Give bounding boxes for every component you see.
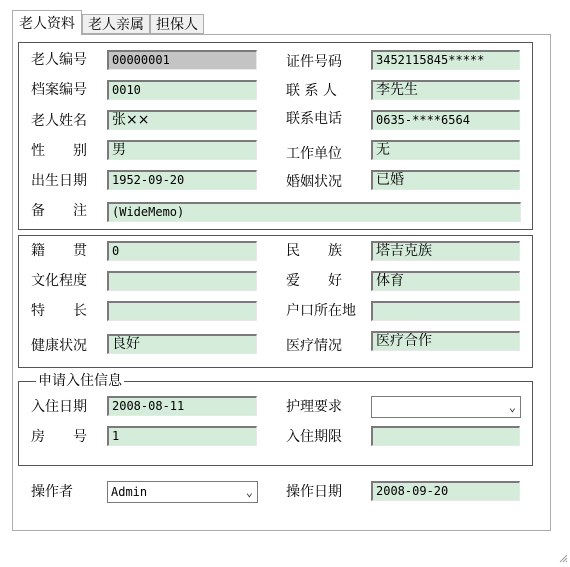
native-field[interactable]: 0 bbox=[107, 241, 257, 261]
phone-field[interactable]: 0635-****6564 bbox=[371, 110, 520, 130]
skill-field[interactable] bbox=[107, 301, 257, 321]
op-date-label: 操作日期 bbox=[286, 484, 342, 500]
remark-field[interactable]: (WideMemo) bbox=[107, 202, 521, 222]
term-label: 入住期限 bbox=[286, 429, 342, 445]
skill-label: 特 长 bbox=[31, 303, 87, 319]
tab-elder-relatives[interactable]: 老人亲属 bbox=[82, 14, 150, 34]
hukou-label: 户口所在地 bbox=[286, 303, 356, 319]
care-label: 护理要求 bbox=[286, 399, 342, 415]
ethnic-label: 民 族 bbox=[286, 243, 342, 259]
gender-field[interactable]: 男 bbox=[107, 140, 257, 160]
elder-no-label: 老人编号 bbox=[31, 52, 87, 68]
operator-select-value: Admin bbox=[111, 485, 148, 499]
op-date-field[interactable]: 2008-09-20 bbox=[371, 481, 520, 501]
elder-no-field: 00000001 bbox=[107, 50, 257, 70]
chevron-down-icon[interactable]: ⌄ bbox=[508, 400, 516, 414]
room-field[interactable]: 1 bbox=[107, 426, 257, 446]
id-no-field[interactable]: 3452115845***** bbox=[371, 50, 520, 70]
edu-field[interactable] bbox=[107, 271, 257, 291]
admission-date-field[interactable]: 2008-08-11 bbox=[107, 396, 257, 416]
native-label: 籍 贯 bbox=[31, 243, 87, 259]
operator-select[interactable] bbox=[107, 481, 258, 503]
contact-label: 联 系 人 bbox=[286, 83, 337, 99]
medical-field[interactable]: 医疗合作 bbox=[371, 331, 520, 351]
name-label: 老人姓名 bbox=[31, 113, 87, 129]
birth-field[interactable]: 1952-09-20 bbox=[107, 170, 257, 190]
care-select[interactable] bbox=[371, 396, 521, 418]
birth-label: 出生日期 bbox=[31, 173, 87, 189]
chevron-down-icon[interactable]: ⌄ bbox=[245, 485, 253, 499]
hobby-field[interactable]: 体育 bbox=[371, 271, 520, 291]
ethnic-field[interactable]: 塔吉克族 bbox=[371, 241, 520, 261]
admission-group bbox=[18, 381, 533, 466]
health-label: 健康状况 bbox=[31, 338, 87, 354]
work-label: 工作单位 bbox=[286, 146, 342, 162]
id-no-label: 证件号码 bbox=[286, 54, 342, 70]
work-field[interactable]: 无 bbox=[371, 140, 520, 160]
name-field[interactable]: 张×× bbox=[107, 110, 257, 130]
resize-grip-icon[interactable] bbox=[558, 548, 568, 558]
admission-date-label: 入住日期 bbox=[31, 399, 87, 415]
hobby-label: 爱 好 bbox=[286, 273, 342, 289]
tab-guarantor[interactable]: 担保人 bbox=[150, 14, 204, 34]
gender-label: 性 别 bbox=[31, 143, 87, 159]
term-field[interactable] bbox=[371, 426, 520, 446]
file-no-field[interactable]: 0010 bbox=[107, 80, 257, 100]
phone-label: 联系电话 bbox=[286, 111, 342, 127]
tab-elder-info[interactable]: 老人资料 bbox=[12, 10, 82, 35]
edu-label: 文化程度 bbox=[31, 273, 87, 289]
contact-field[interactable]: 李先生 bbox=[371, 80, 520, 100]
room-label: 房 号 bbox=[31, 429, 87, 445]
admission-legend: 申请入住信息 bbox=[38, 373, 122, 389]
marital-label: 婚姻状况 bbox=[286, 174, 342, 190]
hukou-field[interactable] bbox=[371, 301, 520, 321]
medical-label: 医疗情况 bbox=[286, 338, 342, 354]
operator-label: 操作者 bbox=[31, 484, 73, 500]
file-no-label: 档案编号 bbox=[31, 82, 87, 98]
remark-label: 备 注 bbox=[31, 203, 87, 219]
marital-field[interactable]: 已婚 bbox=[371, 170, 520, 190]
health-field[interactable]: 良好 bbox=[107, 334, 257, 354]
